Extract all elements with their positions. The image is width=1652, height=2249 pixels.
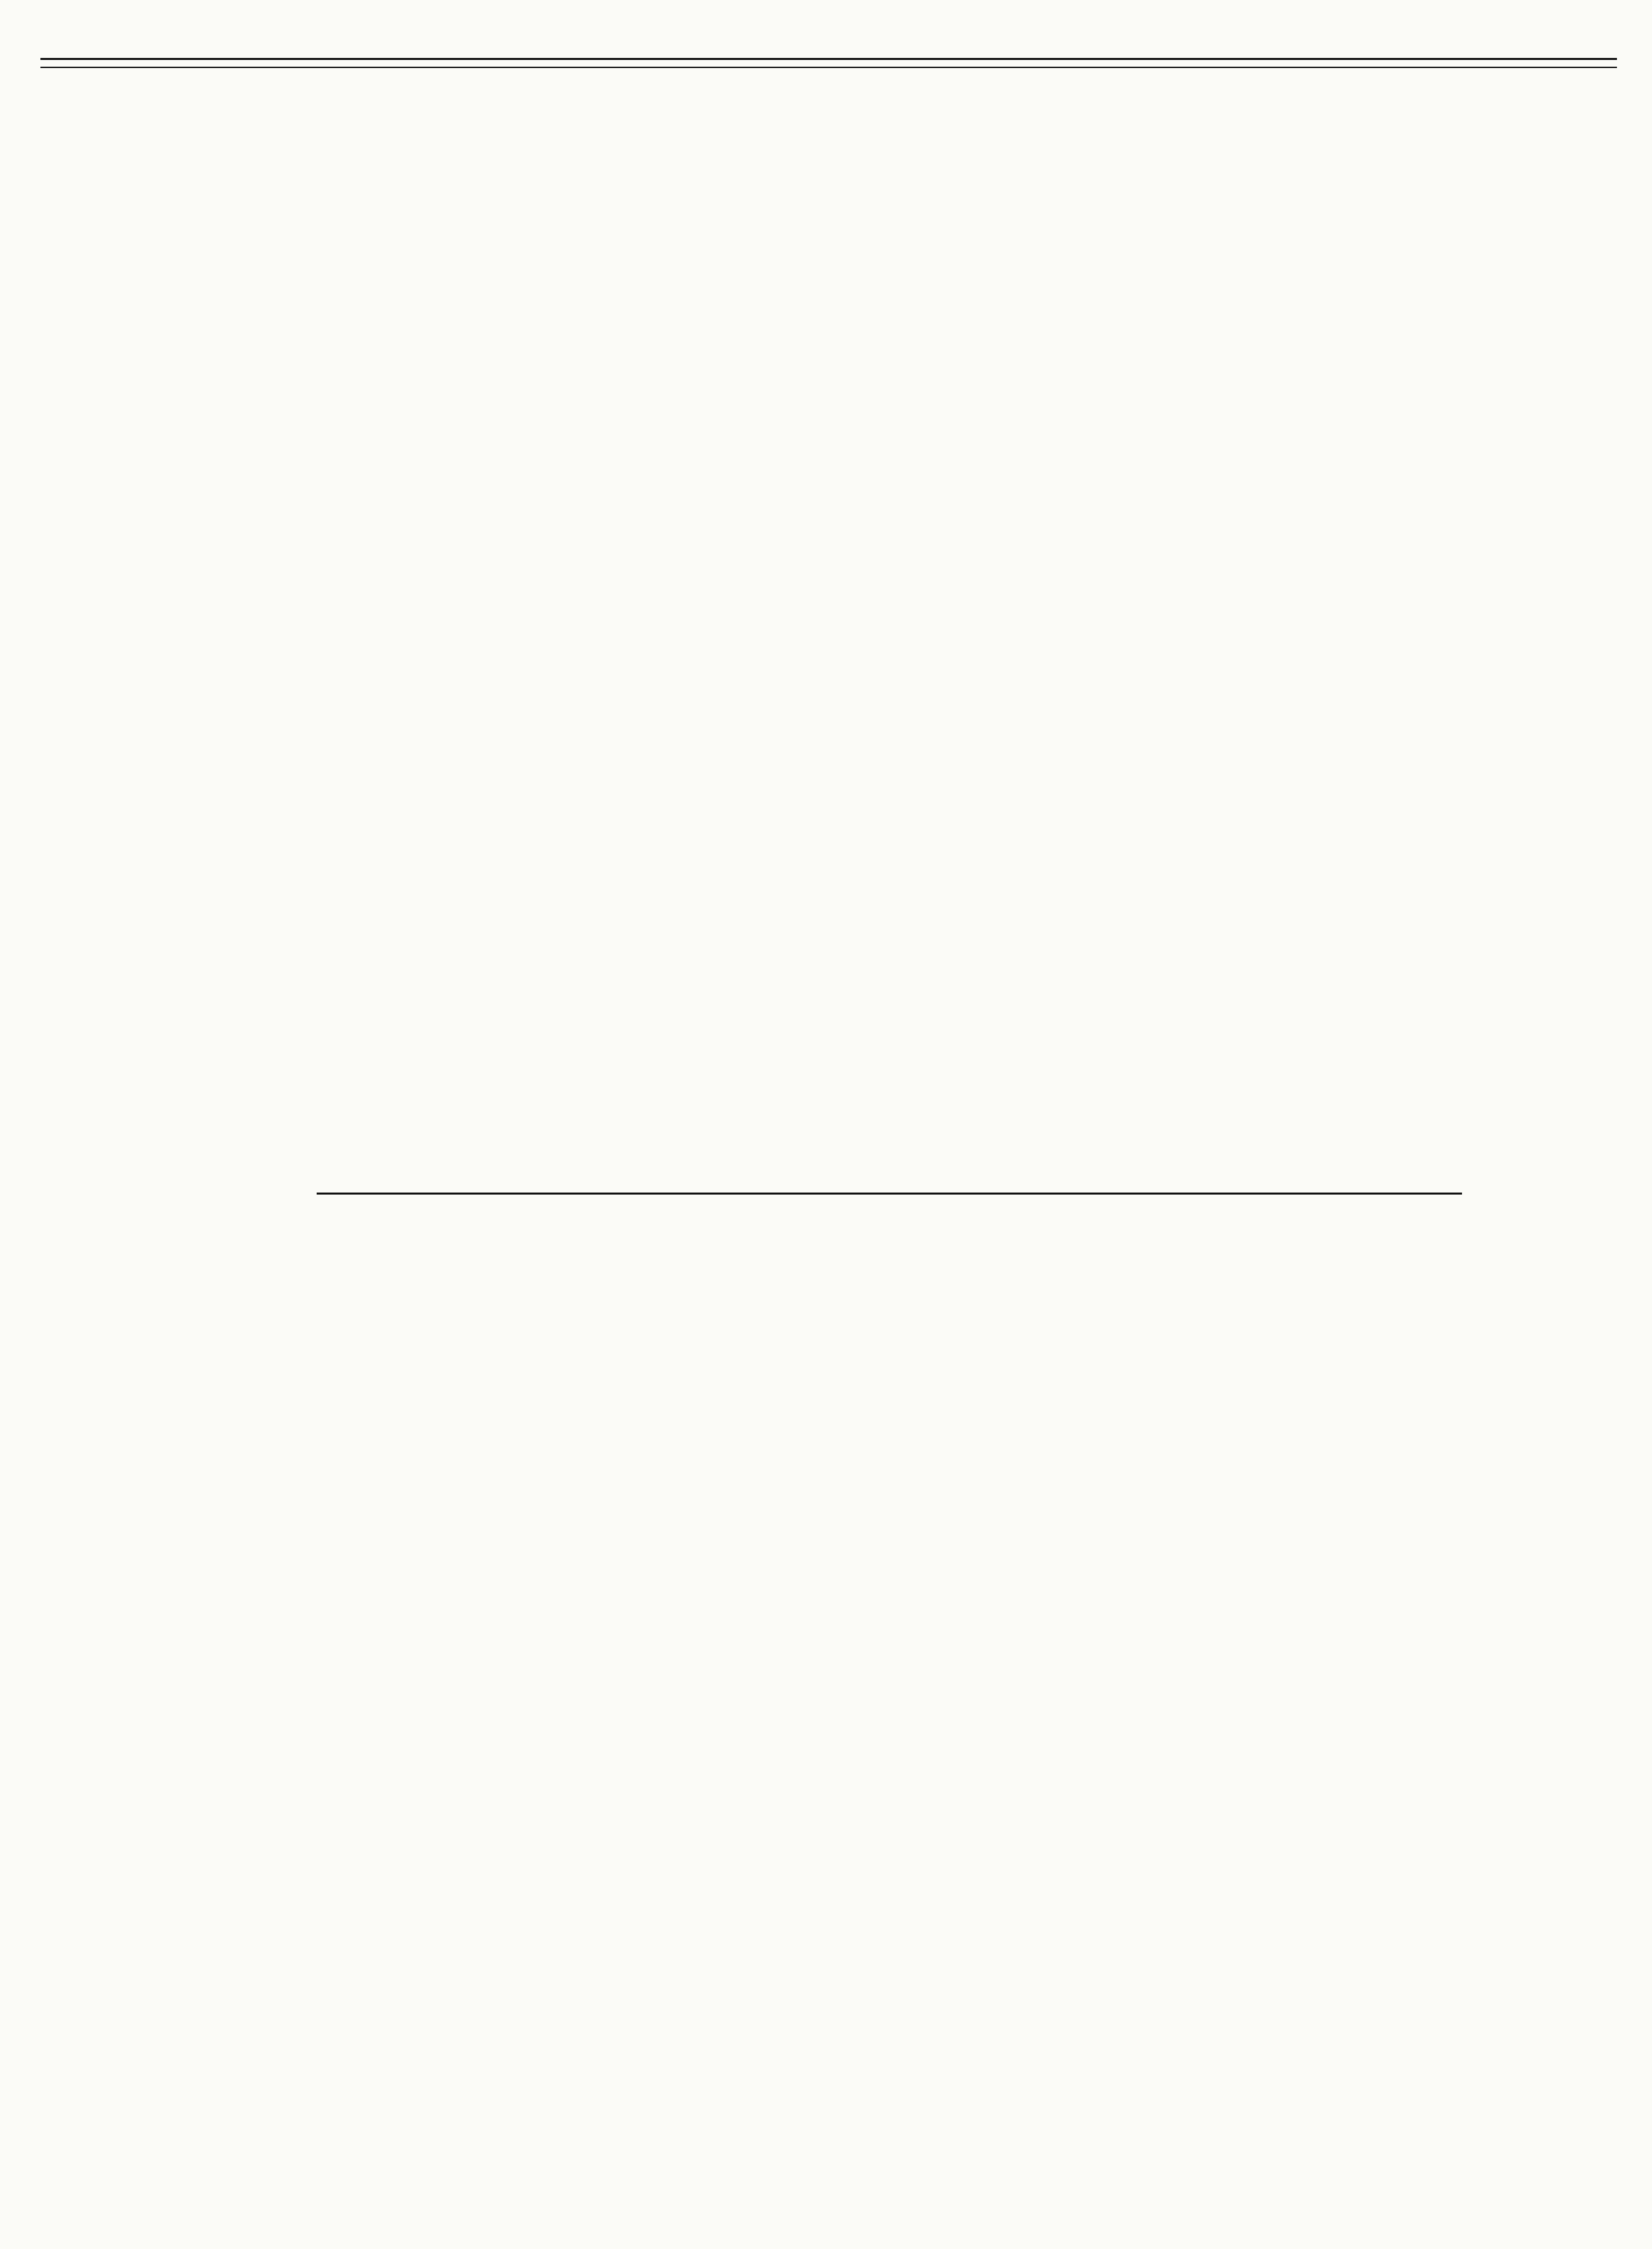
header-rule	[40, 58, 1617, 68]
bottom-story-rule	[317, 1193, 1462, 1195]
